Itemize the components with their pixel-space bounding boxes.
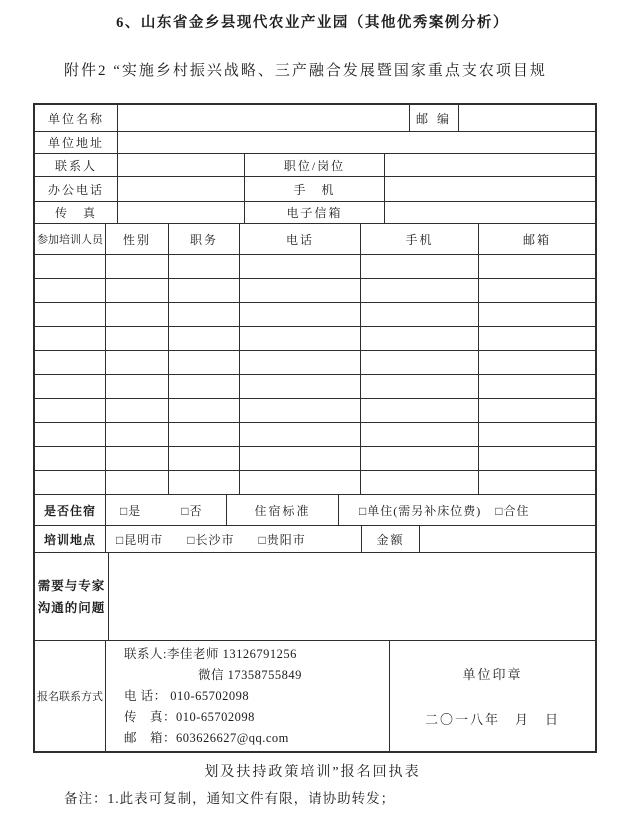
office-phone-label: 办公电话 <box>35 177 118 201</box>
empty-cell <box>361 399 479 422</box>
empty-cell <box>169 327 240 350</box>
empty-cell <box>169 303 240 326</box>
empty-cell <box>240 375 361 398</box>
accommodation-yes-no-cell <box>106 495 227 525</box>
postcode-value-cell <box>459 105 595 131</box>
email-col-header: 邮箱 <box>522 232 551 247</box>
contact-line-wechat: 微信 17358755849 <box>198 667 302 682</box>
empty-cell <box>169 279 240 302</box>
empty-cell <box>361 327 479 350</box>
empty-cell <box>479 447 595 470</box>
empty-cell <box>361 423 479 446</box>
empty-cell <box>479 423 595 446</box>
contact-line-email: 邮 箱：603626627@qq.com <box>124 730 289 745</box>
empty-cell <box>35 351 106 374</box>
empty-cell <box>35 471 106 494</box>
training-location-options-cell <box>106 526 362 552</box>
changsha-checkbox: □长沙市 <box>187 532 235 547</box>
empty-cell <box>106 399 169 422</box>
unit-address-value-cell <box>118 132 595 153</box>
footer-title: 划及扶持政策培训”报名回执表 <box>204 765 421 780</box>
empty-cell <box>106 447 169 470</box>
participant-empty-row <box>35 351 595 375</box>
empty-cell <box>240 279 361 302</box>
empty-cell <box>361 447 479 470</box>
mobile-col-header: 手机 <box>361 224 479 254</box>
guiyang-checkbox: □贵阳市 <box>258 532 306 547</box>
empty-cell <box>106 279 169 302</box>
empty-cell <box>240 447 361 470</box>
empty-cell <box>240 303 361 326</box>
empty-cell <box>479 399 595 422</box>
empty-cell <box>479 375 595 398</box>
email-value-cell <box>385 202 595 223</box>
empty-cell <box>35 327 106 350</box>
participants-col-header: 参加培训人员 <box>35 224 106 254</box>
empty-cell <box>35 255 106 278</box>
participants-header-row <box>35 224 595 255</box>
empty-cell <box>240 351 361 374</box>
contact-person-value-cell <box>118 154 245 176</box>
shared-room-checkbox: □合住 <box>495 503 530 518</box>
table-row <box>35 132 595 154</box>
participant-empty-row <box>35 327 595 351</box>
position-value-cell <box>385 154 595 176</box>
registration-contact-details <box>106 641 390 751</box>
empty-cell <box>361 255 479 278</box>
empty-cell <box>106 255 169 278</box>
empty-cell <box>35 279 106 302</box>
empty-cell <box>169 351 240 374</box>
mobile-label: 手 机 <box>245 177 385 201</box>
fax-value-cell <box>118 202 245 223</box>
expert-questions-label-line1: 需要与专家 <box>37 578 106 593</box>
remark-note: 备注：1.此表可复制，通知文件有限，请协助转发； <box>64 791 396 806</box>
contact-line-phone: 电 话： 010-65702098 <box>124 688 250 703</box>
unit-seal-label: 单位印章 <box>462 667 523 682</box>
empty-cell <box>35 375 106 398</box>
empty-cell <box>35 447 106 470</box>
registration-contact-row <box>35 641 595 751</box>
empty-cell <box>479 471 595 494</box>
table-row <box>35 202 595 224</box>
empty-cell <box>479 279 595 302</box>
participant-empty-row <box>35 399 595 423</box>
table-row <box>35 105 595 132</box>
fax-label: 传 真 <box>35 202 118 223</box>
empty-cell <box>106 471 169 494</box>
accommodation-label: 是否住宿 <box>35 495 106 525</box>
empty-cell <box>35 399 106 422</box>
empty-cell <box>361 303 479 326</box>
unit-address-label: 单位地址 <box>35 132 118 153</box>
empty-cell <box>240 423 361 446</box>
amount-value-cell <box>420 526 595 552</box>
empty-cell <box>240 255 361 278</box>
registration-contact-label: 报名联系方式 <box>35 641 106 751</box>
empty-cell <box>479 303 595 326</box>
phone-col-header: 电话 <box>240 224 361 254</box>
participant-empty-row <box>35 447 595 471</box>
accommodation-standard-label: 住宿标准 <box>227 495 339 525</box>
date-line: 二〇一八年 月 日 <box>424 712 560 727</box>
expert-questions-label-line2: 沟通的问题 <box>37 600 106 615</box>
empty-cell <box>479 327 595 350</box>
participant-empty-row <box>35 423 595 447</box>
position-label: 职位/岗位 <box>245 154 385 176</box>
empty-cell <box>361 471 479 494</box>
empty-cell <box>240 399 361 422</box>
contact-line-fax: 传 真：010-65702098 <box>124 709 255 724</box>
unit-seal-cell <box>390 641 595 751</box>
empty-cell <box>479 351 595 374</box>
empty-cell <box>106 327 169 350</box>
empty-cell <box>169 255 240 278</box>
office-phone-value-cell <box>118 177 245 201</box>
empty-cell <box>35 303 106 326</box>
gender-col-header: 性别 <box>106 224 169 254</box>
postcode-label: 邮 编 <box>410 105 459 131</box>
participant-empty-row <box>35 471 595 495</box>
unit-name-value-cell <box>118 105 410 131</box>
email-label: 电子信箱 <box>245 202 385 223</box>
participant-empty-row <box>35 255 595 279</box>
mobile-value-cell <box>385 177 595 201</box>
empty-cell <box>106 375 169 398</box>
empty-cell <box>240 327 361 350</box>
kunming-checkbox: □昆明市 <box>116 532 164 547</box>
accommodation-type-cell <box>339 495 595 525</box>
empty-cell <box>106 303 169 326</box>
empty-cell <box>479 255 595 278</box>
unit-name-label: 单位名称 <box>35 105 118 131</box>
expert-questions-row <box>35 553 595 641</box>
empty-cell <box>169 423 240 446</box>
empty-cell <box>106 423 169 446</box>
section-heading: 6、山东省金乡县现代农业产业园（其他优秀案例分析） <box>116 15 509 31</box>
contact-person-label: 联系人 <box>35 154 118 176</box>
empty-cell <box>361 279 479 302</box>
expert-questions-label <box>35 553 109 640</box>
duty-col-header: 职务 <box>169 224 240 254</box>
attachment-title: 附件2 “实施乡村振兴战略、三产融合发展暨国家重点支农项目规 <box>64 63 547 79</box>
empty-cell <box>106 351 169 374</box>
accommodation-row <box>35 495 595 526</box>
empty-cell <box>169 471 240 494</box>
contact-line-person: 联系人:李佳老师 13126791256 <box>124 646 297 661</box>
table-row <box>35 154 595 177</box>
training-location-row <box>35 526 595 553</box>
table-row <box>35 177 595 202</box>
empty-cell <box>169 447 240 470</box>
training-location-label: 培训地点 <box>35 526 106 552</box>
participant-empty-row <box>35 375 595 399</box>
expert-questions-value-cell <box>109 553 595 640</box>
accommodation-no-checkbox: □否 <box>181 503 203 518</box>
empty-cell <box>169 375 240 398</box>
participant-empty-row <box>35 279 595 303</box>
accommodation-yes-checkbox: □是 <box>120 503 142 518</box>
amount-label: 金额 <box>362 526 420 552</box>
empty-cell <box>361 375 479 398</box>
empty-cell <box>35 423 106 446</box>
registration-form-table <box>33 103 597 753</box>
empty-cell <box>169 399 240 422</box>
single-room-checkbox: □单住(需另补床位费) <box>359 503 482 518</box>
participant-empty-row <box>35 303 595 327</box>
empty-cell <box>240 471 361 494</box>
empty-cell <box>361 351 479 374</box>
